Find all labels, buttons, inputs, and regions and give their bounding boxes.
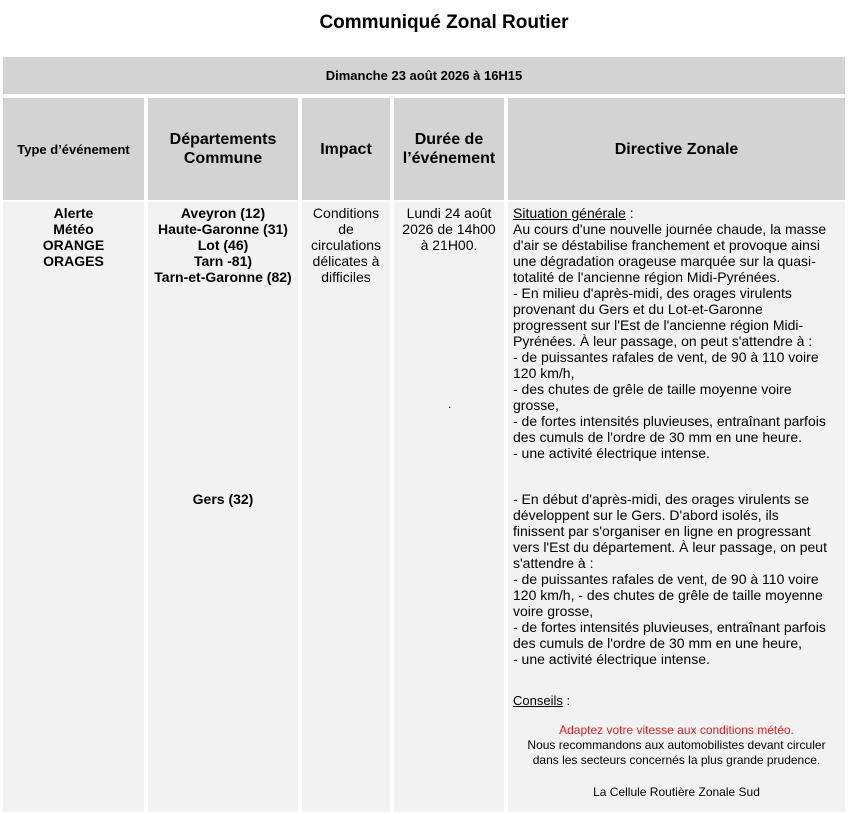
- directive-line: - une activité électrique intense.: [513, 651, 710, 667]
- directive-line: voire grosse,: [513, 603, 594, 619]
- conseils-label: Conseils: [513, 693, 563, 708]
- departement-item: Tarn-et-Garonne (82): [154, 269, 292, 285]
- duree-text: [394, 205, 504, 253]
- departement-item: Lot (46): [197, 237, 249, 253]
- directive-line: finissent par s'organiser en ligne en progressant: [513, 523, 811, 539]
- impact-text: [302, 205, 390, 285]
- advice-line: Nous recommandons aux automobilistes devant circuler: [527, 738, 826, 752]
- directive-line: des cumuls de l'ordre de 30 mm en une heure.: [513, 429, 803, 445]
- type-line: ORAGES: [43, 253, 104, 269]
- page-title: Communiqué Zonal Routier: [319, 12, 569, 33]
- situation-block-2: [513, 491, 843, 667]
- directive-line: 120 km/h,: [513, 365, 575, 381]
- duree-line: Lundi 24 août: [406, 205, 492, 221]
- directive-line: totalité de l'ancienne région Midi-Pyrénées.: [513, 269, 781, 285]
- departement-item: Aveyron (12): [180, 205, 266, 221]
- header-duree-line2: l’événement: [402, 150, 496, 167]
- type-line: ORANGE: [42, 237, 105, 253]
- duree-line: 2026 de 14h00: [402, 221, 496, 237]
- directive-line: d'air se déstabilise franchement et provoque ainsi: [513, 237, 820, 253]
- header-directive-label: Directive Zonale: [614, 140, 739, 158]
- directive-line: - de puissantes rafales de vent, de 90 à 110 voire: [513, 349, 819, 365]
- directive-line: s'attendre à :: [513, 555, 594, 571]
- directive-line: provenant du Gers et du Lot-et-Garonne: [513, 301, 763, 317]
- impact-line: Conditions: [312, 205, 380, 221]
- header-duree: [394, 98, 504, 200]
- impact-line: difficiles: [321, 269, 371, 285]
- signature: La Cellule Routière Zonale Sud: [593, 785, 760, 799]
- cell-impact: [302, 202, 390, 812]
- departement-item: Tarn -81): [193, 253, 253, 269]
- directive-line: - En milieu d'après-midi, des orages virulents: [513, 285, 792, 301]
- cell-duree: [394, 202, 504, 812]
- impact-line: de: [338, 221, 354, 237]
- directive-line: - de fortes intensités pluvieuses, entraînant parfois: [513, 619, 826, 635]
- header-impact: [302, 98, 390, 200]
- header-duree-line1: Durée de: [414, 131, 484, 148]
- cell-type: [3, 202, 144, 812]
- directive-line: - une activité électrique intense.: [513, 445, 710, 461]
- duree-line: à 21H00.: [420, 237, 478, 253]
- cell-departements: [148, 202, 298, 812]
- directive-line: Au cours d'une nouvelle journée chaude, la masse: [513, 221, 827, 237]
- directive-line: une dégradation orageuse marquée sur la quasi-: [513, 253, 816, 269]
- situation-label: Situation générale: [513, 205, 626, 221]
- directive-line: vers l'Est du département. À leur passage, on peut: [513, 539, 827, 555]
- header-departements-line2: Commune: [183, 150, 263, 167]
- directive-line: progressent sur l'Est de l'ancienne région Midi-: [513, 317, 804, 333]
- directive-line: des cumuls de l'ordre de 30 mm en une heure,: [513, 635, 803, 651]
- header-impact-label: Impact: [320, 140, 372, 158]
- type-line: Météo: [53, 221, 94, 237]
- directive-line: - de puissantes rafales de vent, de 90 à 110 voire: [513, 571, 819, 587]
- advice-block: [508, 723, 845, 768]
- impact-line: circulations: [310, 237, 382, 253]
- date-line: Dimanche 23 août 2026 à 16H15: [325, 68, 523, 83]
- directive-line: - En début d'après-midi, des orages virulents se: [513, 491, 810, 507]
- departement-gers: Gers (32): [192, 491, 254, 507]
- advice-red-line: Adaptez votre vitesse aux conditions météo.: [559, 723, 794, 737]
- directive-line: - de fortes intensités pluvieuses, entraînant parfois: [513, 413, 826, 429]
- header-directive: [508, 98, 845, 200]
- stray-dot: .: [448, 397, 452, 411]
- directive-line: grosse,: [513, 397, 559, 413]
- date-banner: [3, 57, 845, 94]
- situation-colon: :: [625, 205, 634, 221]
- situation-heading: [513, 205, 843, 221]
- impact-line: délicates à: [312, 253, 380, 269]
- conseils-colon: :: [562, 693, 571, 708]
- situation-block-1: [513, 221, 843, 461]
- conseils-heading: [513, 693, 843, 709]
- type-line: Alerte: [53, 205, 94, 221]
- header-departements-line1: Départements: [169, 131, 277, 148]
- departements-list: [148, 205, 298, 285]
- directive-line: Pyrénées. À leur passage, on peut s'attendre à :: [513, 333, 813, 349]
- header-departements: [148, 98, 298, 200]
- departement-item: Haute-Garonne (31): [158, 221, 288, 237]
- directive-line: 120 km/h, - des chutes de grêle de taille moyenne: [513, 587, 823, 603]
- directive-line: développent sur le Gers. D'abord isolés, ils: [513, 507, 779, 523]
- directive-line: - des chutes de grêle de taille moyenne voire: [513, 381, 792, 397]
- type-text: [3, 205, 144, 269]
- header-type: [3, 98, 144, 200]
- advice-line: dans les secteurs concernés la plus grande prudence.: [532, 753, 821, 767]
- cell-directive: [508, 202, 845, 812]
- header-type-label: Type d’événement: [17, 141, 130, 157]
